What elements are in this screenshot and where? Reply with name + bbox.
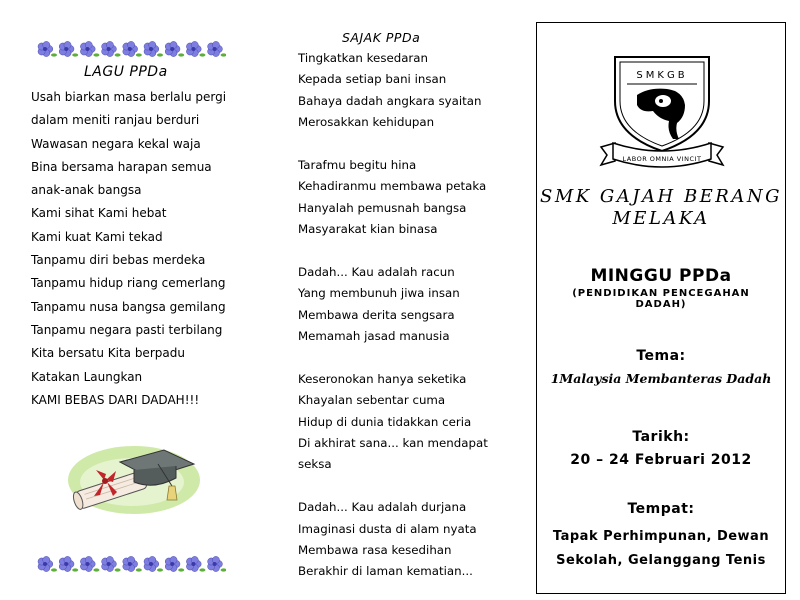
lagu-line: Usah biarkan masa berlalu pergi bbox=[31, 90, 227, 104]
lagu-line: Katakan Laungkan bbox=[31, 369, 143, 384]
sajak-line: Berakhir di laman kematian... bbox=[298, 564, 473, 579]
lagu-line: Kami kuat Kami tekad bbox=[31, 229, 163, 244]
sajak-line: Dadah... Kau adalah racun bbox=[298, 264, 455, 279]
flower-icon bbox=[80, 556, 99, 571]
sajak-line: Bahaya dadah angkara syaitan bbox=[298, 93, 482, 108]
flower-icon bbox=[208, 41, 226, 56]
event-subtitle bbox=[537, 288, 785, 310]
flower-icon bbox=[186, 41, 205, 56]
sajak-line: Hidup di dunia tidakkan ceria bbox=[298, 414, 472, 429]
sajak-line bbox=[298, 476, 488, 497]
flower-icon bbox=[102, 556, 121, 571]
sajak-line: Khayalan sebentar cuma bbox=[298, 393, 446, 408]
flower-icon bbox=[144, 41, 163, 56]
tempat-value bbox=[537, 525, 785, 573]
sajak-line: Kehadiranmu membawa petaka bbox=[298, 179, 487, 194]
sajak-line: Imaginasi dusta di alam nyata bbox=[298, 521, 477, 536]
tempat-line1: Tapak Perhimpunan, Dewan bbox=[552, 529, 770, 544]
lagu-line: Wawasan negara kekal waja bbox=[31, 136, 201, 151]
sajak-line bbox=[298, 134, 488, 155]
flower-icon bbox=[38, 556, 57, 571]
school-crest-icon bbox=[597, 51, 727, 173]
sajak-line: Yang membunuh jiwa insan bbox=[298, 286, 460, 301]
flower-icon bbox=[38, 41, 57, 56]
sajak-line: Dadah... Kau adalah durjana bbox=[298, 500, 467, 515]
lagu-line: Tanpamu hidup riang cemerlang bbox=[31, 276, 226, 291]
flower-border-top-icon bbox=[34, 38, 226, 60]
tema-label: Tema: bbox=[636, 348, 686, 364]
sajak-line: Merosakkan kehidupan bbox=[298, 115, 435, 130]
sajak-line: Di akhirat sana... kan mendapat bbox=[298, 436, 488, 451]
sajak-line: Tingkatkan kesedaran bbox=[298, 51, 428, 65]
flower-icon bbox=[102, 41, 121, 56]
sajak-line: Kepada setiap bani insan bbox=[298, 72, 447, 87]
flower-icon bbox=[186, 556, 205, 571]
flower-icon bbox=[165, 41, 184, 56]
lagu-line: Kita bersatu Kita berpadu bbox=[31, 346, 185, 361]
lagu-line: Bina bersama harapan semua bbox=[31, 159, 212, 174]
tempat-label: Tempat: bbox=[627, 501, 695, 517]
lagu-line: Kami sihat Kami hebat bbox=[31, 206, 167, 221]
lagu-title: LAGU PPDa bbox=[84, 64, 168, 80]
sajak-title: SAJAK PPDa bbox=[342, 30, 421, 45]
lagu-line: Tanpamu negara pasti terbilang bbox=[31, 322, 223, 337]
graduation-cap-icon bbox=[62, 430, 202, 524]
lagu-line: KAMI BEBAS DARI DADAH!!! bbox=[31, 392, 200, 407]
sajak-line bbox=[298, 347, 488, 368]
event-subtitle-line1: (PENDIDIKAN PENCEGAHAN bbox=[572, 288, 750, 299]
sajak-poem bbox=[298, 48, 488, 583]
flower-icon bbox=[165, 556, 184, 571]
tarikh-value: 20 – 24 Februari 2012 bbox=[570, 452, 752, 468]
school-name bbox=[537, 186, 785, 230]
school-name-line2: MELAKA bbox=[612, 208, 710, 229]
sajak-line: Membawa derita sengsara bbox=[298, 307, 455, 322]
school-name-line1: SMK GAJAH BERANG bbox=[540, 186, 782, 207]
lagu-line: dalam meniti ranjau berduri bbox=[31, 113, 200, 128]
flower-icon bbox=[123, 556, 142, 571]
event-subtitle-line2: DADAH) bbox=[635, 299, 687, 310]
event-title: MINGGU PPDa bbox=[590, 266, 732, 286]
sajak-line: Membawa rasa kesedihan bbox=[298, 542, 452, 557]
lagu-line: Tanpamu diri bebas merdeka bbox=[31, 253, 206, 268]
lagu-line: anak-anak bangsa bbox=[31, 183, 142, 198]
flower-border-bottom-icon bbox=[34, 553, 226, 575]
tarikh-label: Tarikh: bbox=[632, 429, 690, 445]
tema-value: 1Malaysia Membanteras Dadah bbox=[550, 371, 772, 386]
sajak-line: Memamah jasad manusia bbox=[298, 329, 450, 344]
crest-motto: LABOR OMNIA VINCIT bbox=[622, 155, 702, 163]
sajak-line bbox=[298, 241, 488, 262]
sajak-line: Hanyalah pemusnah bangsa bbox=[298, 200, 467, 215]
lagu-line: Tanpamu nusa bangsa gemilang bbox=[31, 299, 226, 314]
flower-icon bbox=[59, 556, 78, 571]
left-panel bbox=[0, 0, 262, 600]
sajak-line: seksa bbox=[298, 457, 332, 472]
sajak-line: Masyarakat kian binasa bbox=[298, 222, 438, 237]
sajak-line: Keseronokan hanya seketika bbox=[298, 371, 467, 386]
flower-icon bbox=[208, 556, 226, 571]
sajak-line: Tarafmu begitu hina bbox=[298, 157, 417, 172]
flower-icon bbox=[59, 41, 78, 56]
middle-panel bbox=[282, 0, 522, 600]
flower-icon bbox=[144, 556, 163, 571]
tempat-line2: Sekolah, Gelanggang Tenis bbox=[556, 553, 766, 568]
flower-icon bbox=[123, 41, 142, 56]
flower-icon bbox=[80, 41, 99, 56]
cover-panel bbox=[536, 22, 786, 594]
crest-initials: SMKGB bbox=[636, 70, 688, 81]
lagu-lyrics bbox=[31, 86, 226, 412]
